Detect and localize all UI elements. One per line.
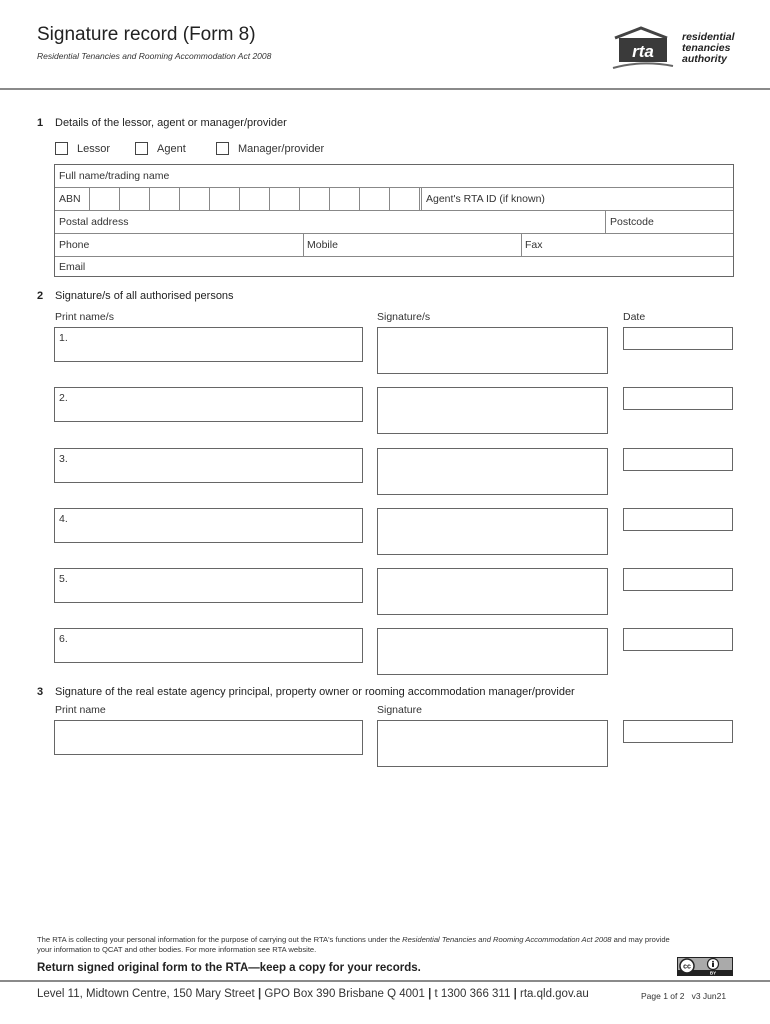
logo-line-2: tenancies — [682, 42, 731, 54]
title-form: (Form 8) — [182, 24, 256, 45]
row-number-1: 1. — [59, 332, 68, 344]
principal-print-name-field[interactable] — [54, 720, 363, 755]
date-column-label: Date — [623, 311, 646, 323]
agent-rta-id-label: Agent's RTA ID (if known) — [426, 193, 545, 205]
page-number: Page 1 of 2 — [641, 991, 685, 1001]
lessor-details-table — [54, 164, 734, 277]
privacy-text-1: The RTA is collecting your personal information for the purpose of carrying out the RTA's functions under the — [37, 935, 403, 944]
manager-provider-label: Manager/provider — [238, 143, 325, 155]
date-field-1[interactable] — [623, 327, 733, 350]
phone-label: Phone — [59, 239, 90, 251]
signature-field-4[interactable] — [377, 508, 608, 555]
agent-checkbox[interactable] — [135, 142, 148, 155]
contact-row[interactable] — [55, 234, 733, 257]
date-field-3[interactable] — [623, 448, 733, 471]
date-field-2[interactable] — [623, 387, 733, 410]
print-name-field-6[interactable] — [54, 628, 363, 663]
row-number-5: 5. — [59, 573, 68, 585]
print-names-column-label: Print name/s — [55, 311, 114, 323]
title-main: Signature record — [37, 24, 178, 45]
row-number-4: 4. — [59, 513, 68, 525]
mobile-label: Mobile — [307, 239, 338, 251]
footer-phone: t 1300 366 311 — [434, 988, 511, 1000]
principal-signature-label: Signature — [377, 704, 422, 716]
header-divider — [0, 88, 770, 90]
footer-website-link[interactable]: rta.qld.gov.au — [520, 988, 589, 1000]
section-3-heading: Signature of the real estate agency principal, property owner or rooming accommodation manager/provider — [55, 686, 575, 698]
lessor-label: Lessor — [77, 143, 111, 155]
full-name-label: Full name/trading name — [59, 170, 170, 182]
principal-print-name-label: Print name — [55, 704, 106, 716]
privacy-notice — [37, 935, 677, 955]
signature-field-6[interactable] — [377, 628, 608, 675]
abn-label: ABN — [59, 193, 81, 205]
principal-date-field[interactable] — [623, 720, 733, 743]
privacy-act-name: Residential Tenancies and Rooming Accommodation Act 2008 — [402, 935, 612, 944]
section-2-number: 2 — [37, 290, 44, 302]
print-name-field-3[interactable] — [54, 448, 363, 483]
print-name-field-4[interactable] — [54, 508, 363, 543]
logo-line-3: authority — [682, 53, 727, 65]
logo-wordmark — [682, 32, 735, 65]
full-name-field[interactable] — [55, 165, 733, 188]
date-field-6[interactable] — [623, 628, 733, 651]
footer-divider — [0, 980, 770, 982]
print-name-field-5[interactable] — [54, 568, 363, 603]
row-number-6: 6. — [59, 633, 68, 645]
email-label: Email — [59, 261, 86, 273]
page-title — [37, 24, 256, 46]
section-1-heading: Details of the lessor, agent or manager/provider — [55, 117, 287, 129]
manager-provider-checkbox[interactable] — [216, 142, 229, 155]
logo-line-1: residential — [682, 31, 735, 43]
postcode-label: Postcode — [610, 216, 654, 228]
footer-po-box: GPO Box 390 Brisbane Q 4001 — [264, 988, 425, 1000]
lessor-checkbox[interactable] — [55, 142, 68, 155]
agent-label: Agent — [157, 143, 186, 155]
return-instruction: Return signed original form to the RTA—keep a copy for your records. — [37, 962, 421, 974]
print-name-field-2[interactable] — [54, 387, 363, 422]
print-name-field-1[interactable] — [54, 327, 363, 362]
abn-row — [55, 188, 733, 211]
section-2-heading: Signature/s of all authorised persons — [55, 290, 234, 302]
rta-logo — [611, 24, 741, 74]
postal-address-label: Postal address — [59, 216, 129, 228]
signature-field-1[interactable] — [377, 327, 608, 374]
postal-address-row[interactable] — [55, 211, 733, 234]
cc-by-icon — [677, 957, 733, 976]
principal-signature-field[interactable] — [377, 720, 608, 767]
date-field-5[interactable] — [623, 568, 733, 591]
row-number-2: 2. — [59, 392, 68, 404]
signature-field-5[interactable] — [377, 568, 608, 615]
email-field[interactable] — [55, 257, 733, 278]
date-field-4[interactable] — [623, 508, 733, 531]
privacy-text-2: and may provide your information to QCAT and other bodies. For more information see RTA website. — [37, 935, 670, 954]
house-logo-icon — [611, 24, 681, 74]
form-version: v3 Jun21 — [691, 991, 727, 1001]
contact-footer: Level 11, Midtown Centre, 150 Mary Street | GPO Box 390 Brisbane Q 4001 | t 1300 366 311 | rta.qld.gov.au — [37, 988, 589, 1000]
footer-address: Level 11, Midtown Centre, 150 Mary Street — [37, 988, 255, 1000]
row-number-3: 3. — [59, 453, 68, 465]
svg-text:BY: BY — [709, 970, 717, 976]
logo-mark: rta — [632, 42, 654, 61]
signature-field-3[interactable] — [377, 448, 608, 495]
act-subtitle: Residential Tenancies and Rooming Accommodation Act 2008 — [37, 51, 272, 61]
page-info — [641, 991, 726, 1001]
svg-text:cc: cc — [683, 963, 691, 971]
section-3-number: 3 — [37, 686, 44, 698]
section-1-number: 1 — [37, 117, 44, 129]
signature-field-2[interactable] — [377, 387, 608, 434]
signatures-column-label: Signature/s — [377, 311, 431, 323]
fax-label: Fax — [525, 239, 543, 251]
